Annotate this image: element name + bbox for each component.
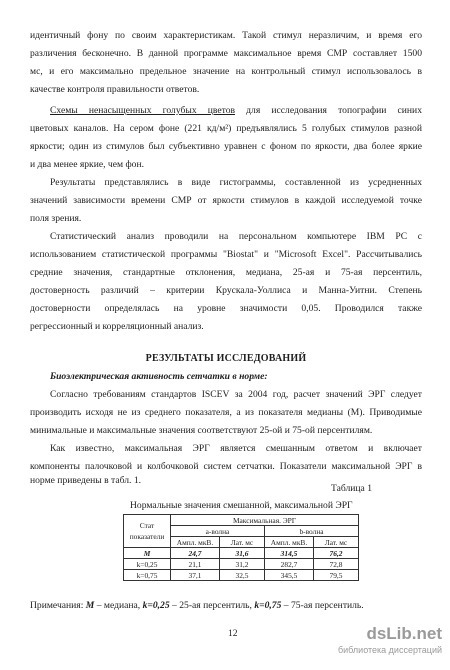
table-header-group: Максимальная. ЭРГ (171, 515, 359, 526)
paragraph-line: яркости; один из стимулов был субъективно уравнен с фоном по яркости, два более яркие (30, 141, 422, 152)
table-header-stat: Стат показатели (124, 515, 171, 548)
page-number: 12 (228, 628, 238, 639)
table-cell: 76,2 (314, 548, 359, 559)
note-k75-text: – 75-ая персентиль. (281, 600, 364, 611)
table-note (30, 600, 364, 611)
note-k75: k=0,75 (254, 600, 282, 611)
table-cell: 282,7 (265, 559, 314, 570)
table-row (124, 548, 359, 559)
erg-table (123, 514, 359, 581)
table-row (124, 570, 359, 581)
paragraph-line: идентичный фону по своим характеристикам. Такой стимул неразличим, и время его (30, 30, 422, 41)
note-m-text: – медиана, (94, 600, 143, 611)
paragraph-line: достоверности определялась на уровне значимости 0,05. Проводился также (30, 303, 422, 314)
paragraph-line: регрессионный и корреляционный анализ. (30, 321, 204, 332)
table-cell: 31,6 (220, 548, 265, 559)
paragraph-line: достоверность различий – критерии Крускала-Уоллиса и Манна-Уитни. Степень (30, 285, 422, 296)
table-header-a-wave: а-волна (171, 526, 265, 537)
table-title: Нормальные значения смешанной, максимальной ЭРГ (130, 500, 353, 511)
table-cell: k=0,75 (124, 570, 171, 581)
table-header-lat: Лат. мс (220, 537, 265, 548)
paragraph-line: поля зрения. (30, 213, 82, 224)
watermark-logo: dsLib.net (366, 624, 442, 643)
paragraph-line: минимальные и максимальные значения соответствуют 25-ой и 75-ой персентилям. (30, 425, 373, 436)
paragraph-line: Как известно, максимальная ЭРГ является смешанным ответом и включает (50, 443, 422, 454)
note-m: М (85, 600, 95, 611)
paragraph-line-rest: для исследования топографии синих (235, 105, 422, 116)
table-cell: M (124, 548, 171, 559)
underlined-phrase: Схемы ненасыщенных голубых цветов (50, 105, 236, 116)
table-row (124, 559, 359, 570)
table-header-ampl: Ампл. мкВ. (171, 537, 220, 548)
table-cell: 79,5 (314, 570, 359, 581)
paragraph-line: мс, и его максимально предельное значение на контрольный стимул использовалось в (30, 66, 422, 77)
note-prefix: Примечания: (30, 600, 86, 611)
paragraph-line: производить исходя не из среднего показателя, а из показателя медианы (М). Приводимые (30, 407, 422, 418)
note-k25: k=0,25 (142, 600, 170, 611)
table-cell: 32,5 (220, 570, 265, 581)
table-header-lat: Лат. мс (314, 537, 359, 548)
paragraph-line: Статистический анализ проводили на персональном компьютере IBM PC с (50, 231, 422, 242)
paragraph-line: и два менее яркие, чем фон. (30, 159, 145, 170)
table-cell: 37,1 (171, 570, 220, 581)
table-number: Таблица 1 (330, 483, 372, 494)
note-k25-text: – 25-ая персентиль, (169, 600, 255, 611)
watermark-subtitle: библиотека диссертаций (337, 645, 442, 655)
table-header-b-wave: b-волна (265, 526, 359, 537)
paragraph-line: компоненты палочковой и колбочковой систем сетчатки. Показатели максимальной ЭРГ в (30, 461, 422, 472)
paragraph-line: средние значения, стандартные отклонения, медиана, 25-ая и 75-ая персентиль, (30, 267, 422, 278)
paragraph-line: цветовых каналов. На сером фоне (221 кд/м²) предъявлялись 5 голубых стимулов разной (30, 123, 422, 134)
table-cell: 31,2 (220, 559, 265, 570)
section-heading: РЕЗУЛЬТАТЫ ИССЛЕДОВАНИЙ (145, 353, 307, 364)
paragraph-line: значений зависимости времени СМР от яркости стимулов в каждой исследуемой точке (30, 195, 422, 206)
paragraph-line: качестве контроля правильности ответов. (30, 84, 200, 95)
paragraph-line: различения бесконечно. В данной программе максимальное время СМР составляет 1500 (30, 48, 422, 59)
paragraph-line (50, 105, 422, 117)
table-cell: k=0,25 (124, 559, 171, 570)
subsection-heading: Биоэлектрическая активность сетчатки в норме: (50, 371, 268, 382)
table-cell: 21,1 (171, 559, 220, 570)
paragraph-line: Результаты представлялись в виде гистограммы, составленной из усредненных (50, 177, 422, 188)
paragraph-line: норме приведены в табл. 1. (30, 475, 142, 486)
table-cell: 314,5 (265, 548, 314, 559)
paragraph-line: Согласно требованиям стандартов ISCEV за 2004 год, расчет значений ЭРГ следует (50, 389, 422, 400)
table-cell: 345,5 (265, 570, 314, 581)
paragraph-line: использованием статистической программы "Biostat" и "Microsoft Excel". Рассчитывались (30, 249, 422, 260)
table-cell: 72,8 (314, 559, 359, 570)
watermark (338, 624, 442, 655)
table-header-ampl: Ампл. мкВ. (265, 537, 314, 548)
table-cell: 24,7 (171, 548, 220, 559)
